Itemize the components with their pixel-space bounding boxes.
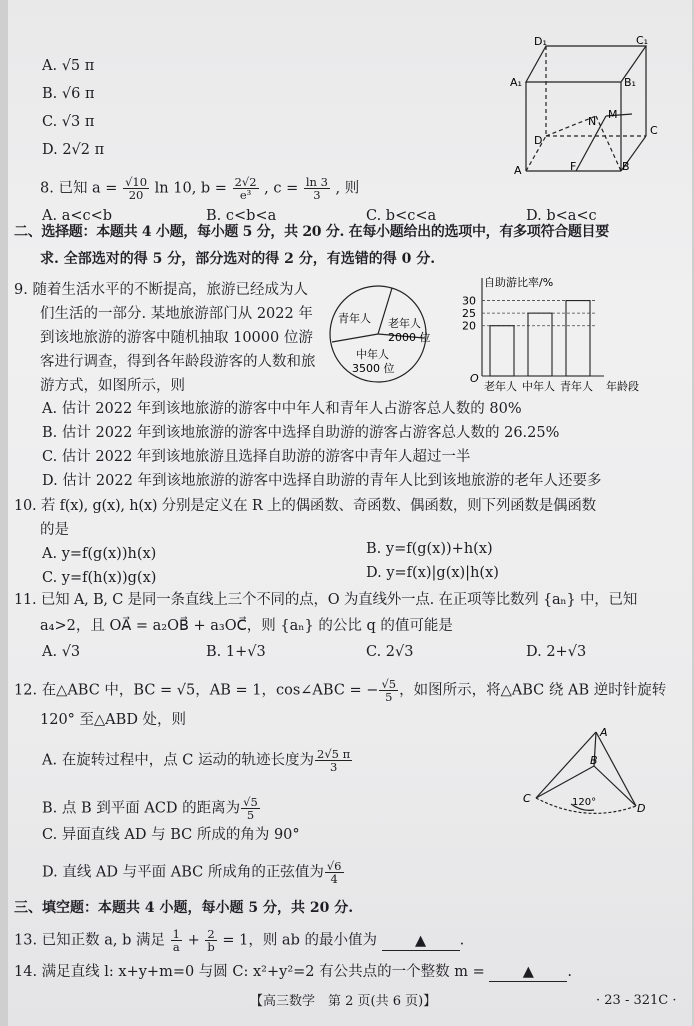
q10-option-d: D. y=f(x)|g(x)|h(x): [366, 565, 499, 581]
q10-stem-line1: 10. 若 f(x), g(x), h(x) 分别是定义在 R 上的偶函数、奇函数、偶函数，则下列函数是偶函数: [14, 498, 596, 514]
q8-b-tail: , c =: [264, 180, 299, 197]
q14-end: .: [567, 964, 572, 980]
q13-f1-num: 1: [172, 927, 180, 941]
age-group-pie-chart: [326, 282, 430, 386]
q12-cos-den: 5: [385, 690, 393, 704]
cube-label-a: A: [514, 164, 522, 176]
pie-label-mid-count: 3500 位: [352, 362, 395, 375]
q13-f2-den: b: [207, 940, 215, 954]
cube-label-b1: B₁: [624, 76, 636, 89]
q8-a-fraction: [123, 176, 149, 201]
q8-stem-pre: 8. 已知 a =: [40, 180, 118, 197]
bar-chart-title: 自助游比率/%: [484, 276, 554, 289]
q11-option-c: C. 2√3: [366, 644, 414, 660]
q13-answer-blank[interactable]: ▲: [382, 932, 460, 951]
self-guided-tour-bar-chart: [446, 270, 656, 396]
q12-stem-line2: 120° 至△ABD 处，则: [40, 712, 187, 728]
q11-option-d: D. 2+√3: [526, 644, 587, 660]
q9-stem-line2: 们生活的一部分. 某地旅游部门从 2022 年: [40, 306, 313, 322]
cube-label-m: M: [608, 108, 618, 121]
section3-title: 三、填空题：本题共 4 小题，每小题 5 分，共 20 分.: [14, 900, 354, 916]
q9-option-c: C. 估计 2022 年到该地旅游且选择自助游的游客中青年人超过一半: [42, 449, 471, 465]
q12-option-b-fraction: [241, 796, 260, 821]
q9-stem-line4: 客进行调查，得到各年龄段游客的人数和旅: [40, 354, 316, 370]
page-footer-center: 【高三数学 第 2 页(共 6 页)】: [250, 994, 437, 1009]
q12-option-a-num: 2√5 π: [317, 747, 351, 761]
q7-option-c: C. √3 π: [42, 114, 95, 130]
q12-option-b: [42, 796, 261, 821]
q12-stem-line1: [14, 678, 666, 703]
q13-f2-num: 2: [205, 928, 216, 941]
q13-stem-post: = 1，则 ab 的最小值为: [222, 932, 377, 949]
q7-option-b: B. √6 π: [42, 86, 95, 102]
q10-stem-line2: 的是: [40, 522, 69, 538]
q8-option-a: A. a<c<b: [42, 208, 113, 224]
q9-option-b: B. 估计 2022 年到该地旅游的游客中选择自助游的游客占游客总人数的 26.25%: [42, 425, 560, 441]
pie-label-mid: 中年人: [356, 348, 389, 361]
bar-中年人: [528, 313, 552, 376]
bar-category-label: 中年人: [522, 380, 555, 393]
pie-label-youth: 青年人: [338, 312, 371, 325]
cube-label-b: B: [622, 160, 630, 173]
rotation-figure: [516, 724, 646, 820]
q14-answer-blank[interactable]: ▲: [489, 963, 567, 982]
y-tick-label: 25: [462, 307, 476, 321]
q13-stem-pre: 13. 已知正数 a, b 满足: [14, 932, 166, 949]
q8-a-den: 20: [128, 188, 144, 202]
q11-stem-line1: 11. 已知 A, B, C 是同一条直线上三个不同的点，O 为直线外一点. 在正项等比数列 {aₙ} 中，已知: [14, 592, 638, 608]
q8-b-fraction: [233, 176, 259, 201]
section2-title-line2: 求. 全部选对的得 5 分，部分选对的得 2 分，有选错的得 0 分.: [40, 251, 436, 267]
fig12-label-b: B: [590, 754, 598, 767]
q11-option-b: B. 1+√3: [206, 644, 266, 660]
q9-stem-line5: 游方式，如图所示，则: [40, 378, 185, 394]
fig12-label-c: C: [523, 792, 531, 805]
q13-fraction-2: [205, 928, 216, 953]
q8-option-c: C. b<c<a: [366, 208, 437, 224]
fig12-label-a: A: [600, 726, 608, 739]
q12-option-d-den: 4: [330, 872, 338, 886]
q12-option-d-text: D. 直线 AD 与平面 ABC 所成角的正弦值为: [42, 864, 324, 881]
q13-end: .: [459, 932, 465, 949]
bar-chart-origin: O: [470, 372, 479, 385]
q12-option-a-fraction: [315, 748, 352, 773]
cube-label-d: D: [534, 134, 543, 147]
bar-老年人: [490, 326, 514, 376]
q8-stem: [40, 176, 359, 201]
fig12-label-d: D: [637, 802, 646, 815]
q9-stem-line3: 到该地旅游的游客中随机抽取 10000 位游: [40, 330, 313, 346]
q8-c-num: ln 3: [305, 175, 328, 189]
pie-label-old: 老年人: [388, 317, 421, 330]
q12-stem-pre: 12. 在△ABC 中，BC = √5，AB = 1，cos∠ABC = −: [14, 682, 379, 699]
q8-a-num: √10: [125, 175, 148, 189]
q14-stem: [14, 963, 572, 982]
q12-cos-fraction: [379, 678, 398, 703]
q12-option-d-num: √6: [326, 859, 342, 873]
section2-title-line1: 二、选择题：本题共 4 小题，每小题 5 分，共 20 分. 在每小题给出的选项中，有多项符合题目要: [14, 224, 609, 240]
cube-label-a1: A₁: [510, 76, 522, 89]
q12-stem-post: ，如图所示，将△ABC 绕 AB 逆时针旋转: [399, 682, 667, 699]
bar-青年人: [566, 301, 590, 376]
cube-figure: [506, 36, 666, 176]
bar-category-label: 老年人: [484, 380, 517, 393]
q10-option-a: A. y=f(g(x))h(x): [42, 546, 157, 562]
cube-label-d1: D₁: [534, 36, 547, 48]
cube-label-n: N: [588, 115, 597, 128]
q8-b-den: e³: [239, 188, 252, 202]
q9-option-a: A. 估计 2022 年到该地旅游的游客中中年人和青年人占游客总人数的 80%: [42, 401, 522, 417]
q14-stem-pre: 14. 满足直线 l: x+y+m=0 与圆 C: x²+y²=2 有公共点的一个整数 m =: [14, 964, 485, 980]
q13-f1-den: a: [172, 940, 180, 954]
q12-option-c: C. 异面直线 AD 与 BC 所成的角为 90°: [42, 827, 300, 843]
fig12-angle-label: 120°: [572, 797, 597, 808]
q12-option-b-den: 5: [246, 808, 255, 822]
bar-category-label: 青年人: [560, 380, 593, 393]
q10-option-b: B. y=f(g(x))+h(x): [366, 541, 493, 557]
q12-option-a: [42, 748, 353, 773]
q8-option-d: D. b<a<c: [526, 208, 597, 224]
q11-option-a: A. √3: [42, 644, 81, 660]
q7-option-d: D. 2√2 π: [42, 142, 105, 158]
y-tick-label: 20: [462, 319, 476, 333]
q8-c-tail: , 则: [335, 180, 360, 197]
q7-option-a: A. √5 π: [42, 58, 95, 74]
q9-stem-line1: 9. 随着生活水平的不断提高，旅游已经成为人: [14, 282, 308, 298]
q13-fraction-1: [171, 928, 182, 953]
cube-label-f: F: [570, 160, 577, 173]
q8-option-b: B. c<b<a: [206, 208, 277, 224]
q13-plus: +: [187, 932, 200, 949]
cube-label-c1: C₁: [636, 36, 649, 47]
q8-b-num: 2√2: [234, 175, 257, 189]
q12-option-a-text: A. 在旋转过程中，点 C 运动的轨迹长度为: [42, 752, 315, 769]
q12-option-d-fraction: [325, 860, 344, 885]
q9-option-d: D. 估计 2022 年到该地旅游的游客中选择自助游的青年人比到该地旅游的老年人还要多: [42, 473, 602, 489]
q11-stem-line2: a₄>2，且 OA⃗ = a₂OB⃗ + a₃OC⃗，则 {aₙ} 的公比 q 的值可能是: [40, 618, 453, 634]
pie-label-old-count: 2000 位: [388, 331, 430, 344]
y-tick-label: 30: [462, 294, 476, 308]
q12-option-d: [42, 860, 345, 885]
q8-c-fraction: [304, 176, 330, 201]
q12-cos-num: √5: [381, 677, 397, 691]
q12-option-b-text: B. 点 B 到平面 ACD 的距离为: [42, 800, 241, 817]
q12-option-b-num: √5: [243, 795, 258, 809]
q13-stem: [14, 928, 464, 953]
q12-option-a-den: 3: [329, 760, 338, 774]
cube-label-c: C: [650, 124, 658, 137]
bar-chart-x-label: 年龄段: [606, 380, 639, 393]
page-footer-code: · 23 - 321C ·: [596, 993, 677, 1008]
q8-c-den: 3: [313, 188, 321, 202]
q10-option-c: C. y=f(h(x))g(x): [42, 570, 157, 586]
q8-a-tail: ln 10, b =: [154, 180, 227, 197]
